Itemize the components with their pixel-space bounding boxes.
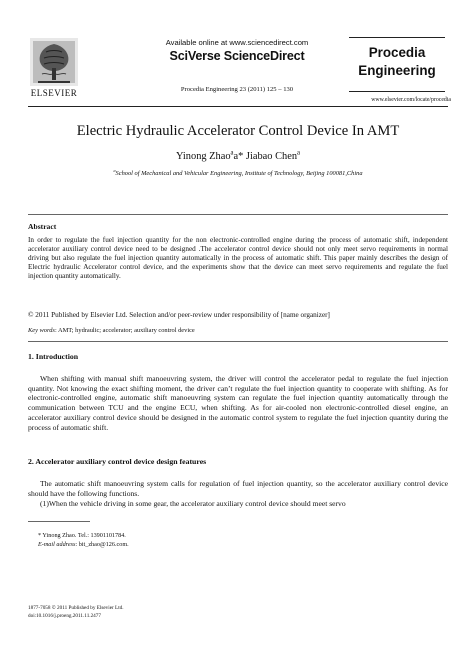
author-1-affiliation-mark: a [230, 149, 234, 157]
header-divider [28, 106, 448, 107]
section-2-heading: 2. Accelerator auxiliary control device design features [28, 457, 207, 466]
footer-doi[interactable]: doi:10.1016/j.proeng.2011.11.2477 [28, 613, 101, 619]
publisher-name: ELSEVIER [30, 88, 78, 98]
article-title: Electric Hydraulic Accelerator Control Device In AMT [76, 123, 400, 139]
author-name-2: a* Jiabao Chen [233, 151, 298, 162]
keywords-text: : AMT; hydraulic; accelerator; auxiliary control device [54, 327, 195, 334]
keywords-line [28, 327, 448, 334]
footnote-email [38, 541, 418, 549]
journal-url[interactable]: www.elsevier.com/locate/procedia [371, 97, 451, 103]
abstract-bottom-divider [28, 341, 448, 342]
section-1-paragraph: When shifting with manual shift manoeuvring system, the driver will control the accelerator pedal to regulate the fuel injection quantity. Not knowing the exact shifting moment, the driver can’t regulate the fuel injection quantity to cooperate with shifting. As for electronic-controlled engine, automatic shift manoeuvring system can regulate the fuel injection quantity automatically through the communication between TCU and the engine ECU, when shifting. As for air-cooled non electronic-controlled diesel engine, an accelerator auxiliary control device should be designed in the automatic control system to regulate the fuel injection quantity during the process of automatic shift. [28, 374, 448, 432]
author-list [28, 151, 448, 162]
elsevier-tree-icon [30, 38, 78, 86]
journal-title-box [349, 37, 445, 92]
affiliation-mark: a [113, 167, 116, 173]
copyright-line: © 2011 Published by Elsevier Ltd. Selection and/or peer-review under responsibility of [name organizer] [28, 311, 330, 319]
journal-title-line1: Procedia [368, 45, 426, 60]
author-2-affiliation-mark: a [297, 149, 301, 157]
footnote-author: * Yinong Zhao. Tel.: 13901101784. [38, 532, 126, 539]
footnote-divider [28, 521, 90, 522]
sciverse-sciencedirect-logo: SciVerse ScienceDirect [169, 49, 305, 63]
journal-title-line2: Engineering [358, 63, 436, 78]
keywords-label: Key words [28, 327, 55, 334]
abstract-text: In order to regulate the fuel injection quantity for the non electronic-controlled engine during the process of automatic shift, independent accelerator auxiliary control device need to be designed .The accelerator control device should not only meet servo requirements in normal driving but also regulate the fuel injection quantity automatically in the process of automatic shift. This paper mainly describes the design of Electric hydraulic Accelerator control device, and the experiments show that the device can meet servo requirements and regulate the fuel injection quantity automatically. [28, 236, 448, 281]
section-2-paragraph-1: The automatic shift manoeuvring system calls for regulation of fuel injection quantity, so the accelerator auxiliary control device should have the following functions. [28, 479, 448, 498]
footer-issn: 1877-7058 © 2011 Published by Elsevier Ltd. [28, 605, 124, 611]
section-1-heading: 1. Introduction [28, 352, 79, 361]
footnote-email-label: E-mail address [38, 541, 76, 548]
author-name-1: Yinong Zhao [175, 151, 231, 162]
section-2-paragraph-2: (1)When the vehicle driving in some gear, the accelerator auxiliary control device should meet servo [40, 499, 346, 508]
affiliation [28, 167, 448, 177]
journal-citation: Procedia Engineering 23 (2011) 125 – 130 [180, 86, 294, 93]
footnote-email-address[interactable]: : bit_zhao@126.com. [75, 541, 129, 548]
affiliation-text: School of Mechanical and Vehicular Engineering, Institute of Technology, Beijing 100081,China [115, 170, 363, 177]
abstract-heading: Abstract [28, 222, 57, 231]
available-online-text: Available online at www.sciencedirect.com [165, 38, 309, 47]
elsevier-logo [30, 38, 78, 86]
abstract-top-divider [28, 214, 448, 215]
